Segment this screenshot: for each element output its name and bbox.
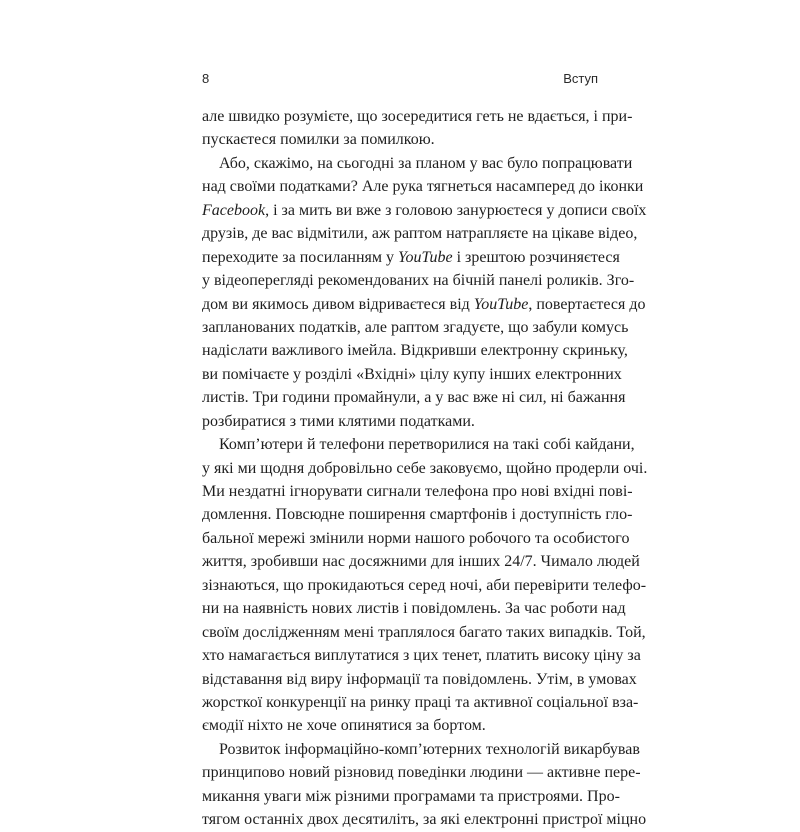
text-line: друзів, де вас відмітили, аж раптом натрапляєте на цікаве відео, [202, 225, 638, 243]
text-line: дом ви якимось дивом відриваєтеся від YouTube, повертаєтеся до [202, 295, 646, 313]
text-line: Facebook, і за мить ви вже з головою занурюєтеся у дописи своїх [202, 201, 647, 219]
text-line: ємодії ніхто не хоче опинятися за бортом. [202, 717, 486, 735]
text-line: жорсткої конкуренції на ринку праці та активної соціальної вза- [202, 693, 639, 711]
text-line: своїм дослідженням мені траплялося багато таких випадків. Той, [202, 623, 646, 641]
text-line: Ми нездатні ігнорувати сигнали телефона про нові вхідні пові- [202, 483, 633, 500]
text-line: надіслати важливого імейла. Відкривши електронну скриньку, [202, 342, 628, 360]
text-line: ви помічаєте у розділі «Вхідні» цілу купу інших електронних [202, 365, 622, 383]
text-line: Комп’ютери й телефони перетворилися на такі собі кайдани, [219, 436, 635, 454]
text-line: домлення. Повсюдне поширення смартфонів і доступність гло- [202, 506, 633, 524]
text-line: принципово новий різновид поведінки людини — активне пере- [202, 764, 641, 782]
text-line: у які ми щодня добровільно себе заковуємо, щойно продерли очі. [202, 459, 648, 477]
text-line: бальної мережі змінили норми нашого робочого та особистого [202, 529, 630, 547]
text-line: тягом останніх двох десятиліть, за які електронні пристрої міцно [202, 811, 647, 829]
text-line: розбиратися з тими клятими податками. [202, 412, 475, 430]
text-line: переходите за посиланням у YouTube і зрештою розчиняєтеся [202, 248, 620, 266]
text-line: хто намагається виплутатися з цих тенет, платить високу ціну за [202, 647, 641, 665]
text-line: листів. Три години промайнули, а у вас вже ні сил, ні бажання [202, 389, 626, 407]
running-title: Вступ [563, 71, 598, 86]
text-line: Або, скажімо, на сьогодні за планом у вас було попрацювати [219, 154, 633, 172]
text-line: ни на наявність нових листів і повідомлень. За час роботи над [202, 600, 626, 618]
body-text [202, 105, 648, 832]
text-line: життя, зробивши нас досяжними для інших 24/7. Чимало людей [202, 553, 640, 571]
text-line: запланованих податків, але раптом згадуєте, що забули комусь [202, 318, 629, 336]
text-line: над своїми податками? Але рука тягнеться насамперед до іконки [202, 178, 644, 196]
page-header [202, 71, 598, 91]
text-line: відставання від виру інформації та повідомлень. Утім, в умовах [202, 670, 637, 688]
text-line: Розвиток інформаційно-комп’ютерних технологій викарбував [219, 740, 640, 758]
text-line: зізнаються, що прокидаються серед ночі, аби перевірити телефо- [202, 576, 647, 594]
page-number: 8 [202, 71, 210, 86]
text-line: пускаєтеся помилки за помилкою. [202, 131, 435, 149]
text-line: микання уваги між різними програмами та пристроями. Про- [202, 787, 620, 805]
text-line: але швидко розумієте, що зосередитися геть не вдається, і при- [202, 108, 633, 125]
text-line: у відеоперегляді рекомендованих на бічній панелі роликів. Зго- [202, 272, 635, 290]
